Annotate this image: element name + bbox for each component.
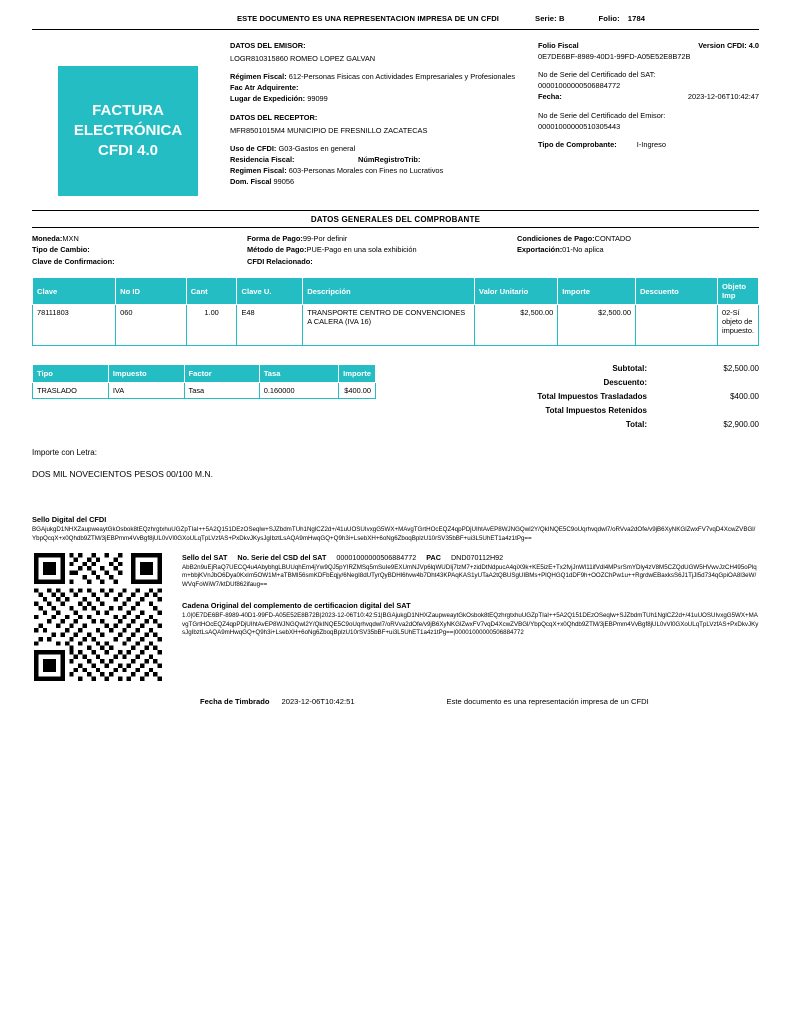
- col-objeto-imp: Objeto Imp: [717, 278, 758, 305]
- concepts-table: [32, 277, 759, 346]
- forma-pago-row: [247, 233, 517, 244]
- receptor-dom: [230, 176, 520, 187]
- sello-sat-title: Sello del SAT: [182, 553, 228, 563]
- folio-label: Folio:: [598, 14, 620, 23]
- logo-box: [58, 66, 198, 196]
- condiciones-row: [517, 233, 759, 244]
- totals-block: [376, 364, 759, 434]
- generales-col-2: [247, 233, 517, 267]
- cell-cant: 1.00: [186, 305, 237, 346]
- cell-objeto-imp: 02-Sí objeto de impuesto.: [717, 305, 758, 346]
- generales-band-title: DATOS GENERALES DEL COMPROBANTE: [32, 210, 759, 228]
- total-row-retenidos: [406, 406, 759, 415]
- header-area: [32, 40, 759, 196]
- total-label-total: Total:: [625, 420, 647, 430]
- serie-label: Serie: B: [535, 14, 565, 23]
- condiciones-value: CONTADO: [594, 234, 632, 243]
- receptor-title: DATOS DEL RECEPTOR:: [230, 112, 318, 122]
- cell-tasa: 0.160000: [259, 383, 338, 399]
- condiciones-label: Condiciones de Pago:: [517, 234, 595, 243]
- moneda-value: MXN: [62, 234, 79, 243]
- total-label-retenidos: Total Impuestos Retenidos: [545, 406, 647, 416]
- col-clave: Clave: [33, 278, 116, 305]
- metodo-pago-label: Método de Pago:: [247, 245, 307, 255]
- col-descuento: Descuento: [635, 278, 717, 305]
- logo-line-3: CFDI 4.0: [97, 142, 158, 160]
- col-importe: Importe: [558, 278, 636, 305]
- col-clave-u: Clave U.: [237, 278, 303, 305]
- fecha-row: [538, 91, 759, 102]
- forma-pago-value: 99-Por definir: [302, 234, 348, 243]
- concepts-header-row: [33, 278, 759, 305]
- cell-importe: $2,500.00: [558, 305, 636, 346]
- emisor-nombre: LOGR810315860 ROMEO LOPEZ GALVAN: [230, 54, 376, 64]
- document-title: ESTE DOCUMENTO ES UNA REPRESENTACION IMPRESA DE UN CFDI: [237, 14, 500, 23]
- emisor-fac-atr: [230, 82, 520, 93]
- importe-letra-text: DOS MIL NOVECIENTOS PESOS 00/100 M.N.: [32, 469, 214, 480]
- taxes-totals-area: [32, 364, 759, 434]
- receptor-regimen-value: 603-Personas Morales con Fines no Lucrativos: [288, 165, 444, 175]
- sello-cfdi-title: Sello Digital del CFDI: [32, 515, 107, 525]
- emisor-regimen: [230, 71, 520, 82]
- fecha-timbrado-value: 2023-12-06T10:42:51: [281, 697, 355, 707]
- no-serie-sat-value: 00001000000506884772: [538, 81, 621, 91]
- tipo-cambio-label: Tipo de Cambio:: [32, 245, 90, 255]
- forma-pago-label: Forma de Pago:: [247, 234, 303, 243]
- emisor-regimen-label: Régimen Fiscal:: [230, 72, 287, 82]
- moneda-label: Moneda:: [32, 234, 63, 243]
- folio-fiscal-row: [538, 40, 759, 51]
- logo-line-1: FACTURA: [92, 101, 164, 119]
- importe-letra-label: Importe con Letra:: [32, 448, 97, 458]
- cell-descuento: [635, 305, 717, 346]
- total-value-subtotal: $2,500.00: [723, 364, 759, 374]
- col-cant: Cant: [186, 278, 237, 305]
- qr-sat-row: [32, 553, 759, 681]
- generales-col-1: [32, 233, 247, 267]
- cell-factor: Tasa: [184, 383, 259, 399]
- emisor-fac-atr-label: Fac Atr Adquirente:: [230, 83, 299, 93]
- exportacion-label: Exportación:: [517, 245, 563, 255]
- no-serie-emisor-label: No de Serie del Certificado del Emisor:: [538, 110, 666, 120]
- cadena-original-value: 1.0|0E7DE6BF-8989-40D1-99FD-A05E52E8B72B|2023-12-06T10:42:51|BGAjukgD1NHXZaupweaytGkOsbok8tEQzhrgtxhuUGZpTIaI++5A2Q151DEzOSeqlw+SJZbdmTUh1NglCZ2d+/41uUOSUIvxgG5WX+MAvgTGrtHOcEQZ4qpPDjUIhtAvEP8WJNGQwl2Y/QkINQE5C9oUqrhvqdwl7/oRVva2dOfe/v9jB6XyNKGlZwxFV7vqD4XcwZVBGl/YbpQcqX+x0Qhdb9ZTM/3jEBPmm4VvBgf8jUL0vVl0GXoULqTpLVzfAS+PxDkvJKysJgIbztLsAQA9mHwqGQ+Q9h3i+LsebXH+6oNg6ZboqBplzU10rSV35bBF+ui3L5UhET1a4z1tPg==|00001000000506884772: [182, 612, 759, 636]
- emisor-lugar-label: Lugar de Expedición:: [230, 94, 306, 104]
- folio-value: 1784: [627, 14, 646, 23]
- col-factor: Factor: [184, 365, 259, 383]
- sello-sat-header: [182, 553, 759, 562]
- serie-csd-label: No. Serie del CSD del SAT: [237, 553, 327, 563]
- cell-clave-u: E48: [237, 305, 303, 346]
- fecha-value: 2023-12-06T10:42:47: [687, 92, 759, 102]
- total-row-subtotal: [406, 364, 759, 373]
- tipo-comprobante-value: I-Ingreso: [636, 139, 666, 149]
- receptor-numreg-label: NúmRegistroTrib:: [358, 154, 421, 164]
- tipo-comprobante-label: Tipo de Comprobante:: [538, 139, 617, 149]
- logo-line-2: ELECTRÓNICA: [73, 121, 183, 139]
- fecha-timbrado-label: Fecha de Timbrado: [200, 697, 270, 707]
- document-header: [32, 14, 759, 27]
- no-serie-sat-label: No de Serie del Certificado del SAT:: [538, 70, 656, 80]
- col-valor-unitario: Valor Unitario: [474, 278, 557, 305]
- exportacion-row: [517, 244, 759, 255]
- emisor-receptor-block: [230, 40, 520, 187]
- exportacion-value: 01-No aplica: [562, 245, 604, 255]
- table-row: [33, 383, 376, 399]
- receptor-dom-value: 99056: [273, 177, 295, 187]
- receptor-residencia-label: Residencia Fiscal:: [230, 154, 295, 164]
- generales-section: [32, 233, 759, 273]
- pac-value: DND070112H92: [450, 553, 504, 563]
- col-tasa: Tasa: [259, 365, 338, 383]
- total-label-subtotal: Subtotal:: [612, 364, 647, 374]
- receptor-regimen: [230, 165, 520, 176]
- emisor-lugar: [230, 93, 520, 104]
- footer-row: [32, 697, 759, 706]
- pac-label: PAC: [426, 553, 441, 563]
- taxes-table-wrap: [32, 364, 376, 434]
- cell-impuesto: IVA: [108, 383, 184, 399]
- total-row-total: [406, 420, 759, 429]
- cadena-original-title: Cadena Original del complemento de certificacion digital del SAT: [182, 601, 411, 611]
- cell-no-id: 060: [116, 305, 187, 346]
- col-impuesto: Impuesto: [108, 365, 184, 383]
- metodo-pago-value: PUE-Pago en una sola exhibición: [306, 245, 417, 255]
- total-label-trasladados: Total Impuestos Trasladados: [537, 392, 647, 402]
- folio-fiscal-label: Folio Fiscal: [538, 41, 579, 50]
- invoice-content: [32, 14, 759, 706]
- receptor-nombre: MFR8501015M4 MUNICIPIO DE FRESNILLO ZACATECAS: [230, 125, 428, 135]
- serie-csd-value: 00001000000506884772: [336, 553, 417, 563]
- emisor-regimen-value: 612-Personas Fisicas con Actividades Empresariales y Profesionales: [288, 72, 516, 82]
- total-row-descuento: [406, 378, 759, 387]
- col-tax-importe: Importe: [339, 365, 376, 383]
- receptor-residencia-row: [230, 154, 520, 165]
- sello-cfdi-block: [32, 515, 759, 543]
- metodo-pago-row: [247, 244, 517, 255]
- cell-tipo: TRASLADO: [33, 383, 109, 399]
- col-descripcion: Descripción: [303, 278, 475, 305]
- total-row-trasladados: [406, 392, 759, 401]
- total-value-trasladados: $400.00: [730, 392, 759, 402]
- sello-cfdi-value: BGAjukgD1NHXZaupweaytGkOsbok8tEQzhrgtxhuUGZpTIaI++5A2Q151DEzOSeqlw+SJZbdmTUh1NglCZ2d+/41uUOSUIvxgG5WX+MAvgTGrtHOcEQZ4qpPDjUIhtAvEP8WJNGQwl2Y/QkINQE5C9oUqrhvqdwl7/oRVva2dOfe/v9jB6XyNKGlZwxFV7vqD4XcwZVBGl/YbpQcqX+x0Qhdb9ZTM/3jEBPmm4VvBgf8jUL0vVl0GXoULqTpLVzfAS+PxDkvJKysJgIbztLsAQA9mHwqGQ+Q9h3i+LsebXH+6oNg6ZboqBplzU10rSV35bBF+ui3L5UhET1a4z1tPg==: [32, 526, 756, 542]
- cell-tax-importe: $400.00: [339, 383, 376, 399]
- emisor-lugar-value: 99099: [307, 94, 328, 104]
- version-cfdi-label: Version CFDI: 4.0: [698, 41, 759, 50]
- fecha-label: Fecha:: [538, 92, 562, 102]
- logo-text: [74, 101, 182, 162]
- cell-valor-unitario: $2,500.00: [474, 305, 557, 346]
- receptor-uso-label: Uso de CFDI:: [230, 143, 277, 153]
- cfdi-relacionado-row: [247, 256, 517, 267]
- taxes-header-row: [33, 365, 376, 383]
- receptor-uso-value: G03-Gastos en general: [278, 143, 356, 153]
- clave-confirmacion-row: [32, 256, 247, 267]
- receptor-dom-label: Dom. Fiscal: [230, 177, 272, 187]
- table-row: [33, 305, 759, 346]
- fiscal-block: [538, 40, 759, 150]
- no-serie-emisor-value: 00001000000510305443: [538, 121, 621, 131]
- folio-fiscal-value: 0E7DE6BF-8989-40D1-99FD-A05E52E8B72B: [538, 52, 691, 62]
- qr-code: [34, 553, 162, 681]
- footer-note: Este documento es una representación impresa de un CFDI: [446, 697, 649, 707]
- emisor-title: DATOS DEL EMISOR:: [230, 41, 306, 50]
- taxes-table: [32, 364, 376, 399]
- total-label-descuento: Descuento:: [603, 378, 647, 388]
- generales-col-3: [517, 233, 759, 267]
- tipo-comprobante-row: [538, 139, 759, 150]
- cfdi-relacionado-label: CFDI Relacionado:: [247, 256, 313, 266]
- sello-sat-value: AbB2n9uEjRaQ7UECQ4u4AbybhgLBUUqhEm4jYw9QJ5pYIRZMSq5mSuIe9EXUmNJVp6lqWUDIj7lzM7+zidDtNdpucA4qiX9k+KE5izE+Tx2fvjJnWl11ifVdl4MPsrSmYDly4zV8M5CZQdUGW5HVwvJzCH495oPlqm+bbjKVnJbO6Dya0KxIm5OW1M+aTBMI56smKDFbEqjy/6NegI8dUTyrQyBDHl6hvw4b7Dht43KPAqKAS1yUTaA2tQBUSgUIBMs+PlQHGQ1dDF9h+OOZChPw1u++RgrdwEBaxksS6J1TjJl5d734qGpiOA8l3eW/WVqFoWiW7/ktDUf862ifaug==: [182, 564, 757, 588]
- moneda-row: [32, 233, 247, 244]
- header-divider: [32, 29, 759, 30]
- col-tipo: Tipo: [33, 365, 109, 383]
- cell-descripcion: TRANSPORTE CENTRO DE CONVENCIONES A CALERA (IVA 16): [303, 305, 475, 346]
- sello-sat-block: [162, 553, 759, 681]
- col-no-id: No ID: [116, 278, 187, 305]
- tipo-cambio-row: [32, 244, 247, 255]
- cell-clave: 78111803: [33, 305, 116, 346]
- receptor-regimen-label: Regimen Fiscal:: [230, 165, 287, 175]
- clave-confirmacion-label: Clave de Confirmacion:: [32, 256, 115, 266]
- receptor-uso: [230, 143, 520, 154]
- total-value-total: $2,900.00: [723, 420, 759, 430]
